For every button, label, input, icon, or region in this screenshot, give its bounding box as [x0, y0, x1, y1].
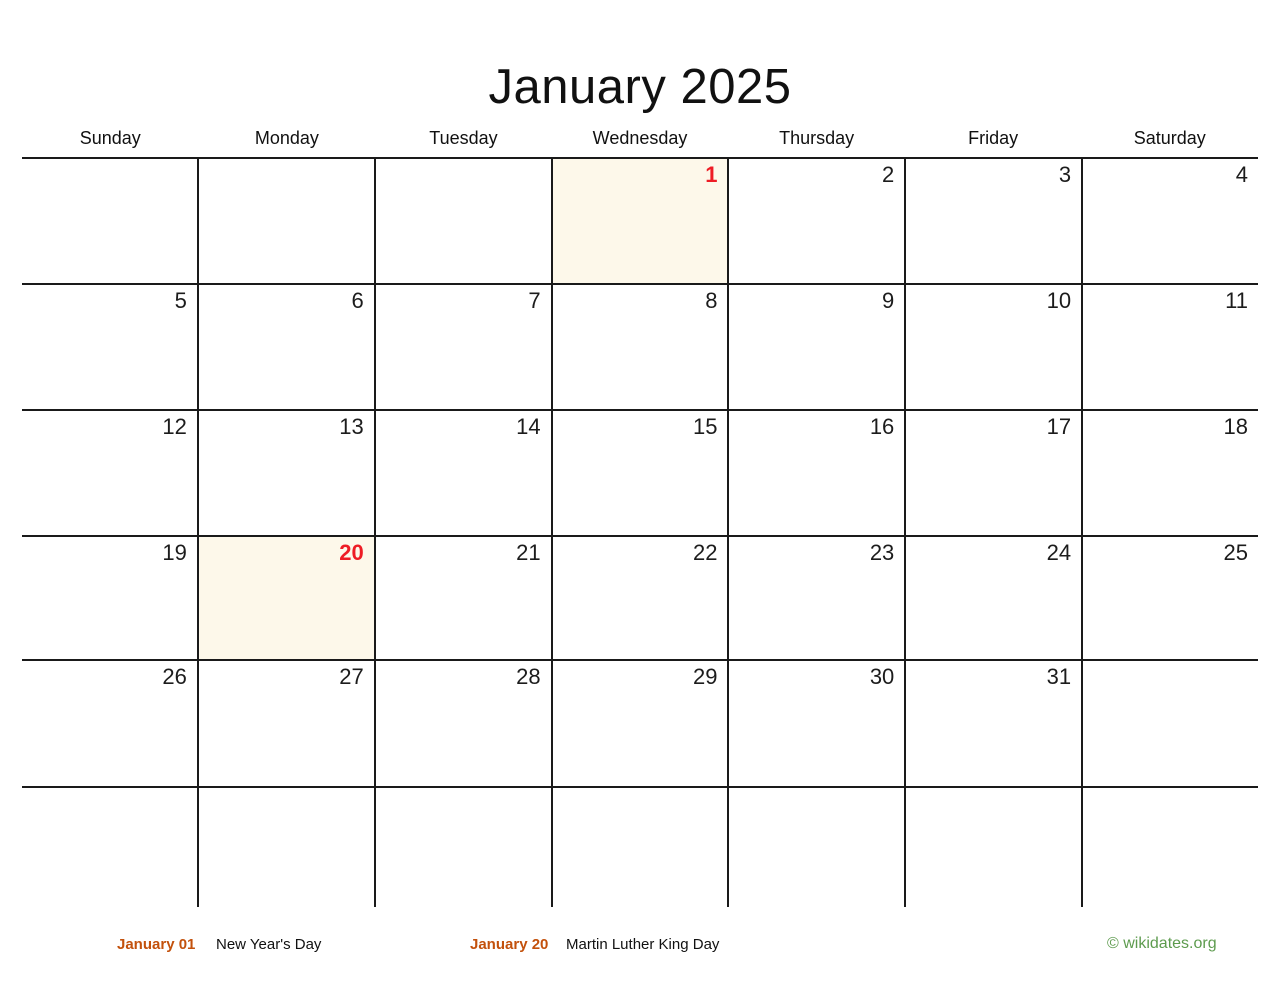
calendar-cell-day-25	[1081, 537, 1258, 659]
calendar-cell-empty	[197, 159, 374, 283]
day-number: 24	[1046, 540, 1072, 565]
calendar-week-row	[22, 659, 1258, 786]
calendar-cell-day-28	[374, 661, 551, 786]
calendar-cell-day-17	[904, 411, 1081, 535]
day-number: 22	[692, 540, 718, 565]
calendar-cell-day-30	[727, 661, 904, 786]
day-number: 12	[162, 414, 187, 439]
day-number: 5	[174, 288, 187, 313]
calendar-grid	[22, 157, 1258, 907]
calendar-cell-day-31	[904, 661, 1081, 786]
calendar-cell-day-18	[1081, 411, 1258, 535]
calendar-cell-empty	[727, 788, 904, 907]
weekday-label-friday: Friday	[968, 128, 1019, 148]
holiday-1-date-label: January 01	[117, 936, 196, 953]
calendar-cell-day-9	[727, 285, 904, 409]
calendar-cell-day-8	[551, 285, 728, 409]
calendar-cell-empty	[1081, 788, 1258, 907]
calendar-cell-day-3	[904, 159, 1081, 283]
day-number: 28	[516, 664, 541, 689]
calendar-cell-day-24	[904, 537, 1081, 659]
calendar-cell-day-22	[551, 537, 728, 659]
day-number: 9	[882, 288, 895, 313]
holiday-2-name: Martin Luther King Day	[566, 936, 720, 953]
calendar-cell-day-5	[22, 285, 197, 409]
copyright-link[interactable]: © wikidates.org	[1107, 935, 1217, 952]
calendar-cell-empty	[374, 159, 551, 283]
calendar-cell-empty	[22, 788, 197, 907]
day-number: 10	[1046, 288, 1072, 313]
day-number: 14	[516, 414, 541, 439]
calendar-cell-day-19	[22, 537, 197, 659]
calendar-week-row	[22, 409, 1258, 535]
holiday-1-name: New Year's Day	[216, 936, 322, 953]
day-number: 17	[1046, 414, 1072, 439]
day-number: 20	[339, 540, 364, 565]
day-number: 27	[339, 664, 364, 689]
day-number: 7	[528, 288, 541, 313]
calendar-cell-day-29	[551, 661, 728, 786]
calendar-week-row	[22, 535, 1258, 659]
weekday-label-sunday: Sunday	[79, 128, 141, 148]
calendar-cell-day-13	[197, 411, 374, 535]
day-number: 13	[339, 414, 364, 439]
day-number: 25	[1223, 540, 1249, 565]
calendar-cell-day-26	[22, 661, 197, 786]
calendar-cell-day-4	[1081, 159, 1258, 283]
page-title: January 2025	[488, 59, 792, 114]
day-number: 18	[1223, 414, 1249, 439]
day-number: 19	[162, 540, 187, 565]
calendar-cell-day-16	[727, 411, 904, 535]
weekday-label-tuesday: Tuesday	[429, 128, 498, 148]
calendar-cell-day-10	[904, 285, 1081, 409]
calendar-cell-day-2	[727, 159, 904, 283]
weekday-label-monday: Monday	[254, 128, 319, 148]
calendar-cell-empty	[1081, 661, 1258, 786]
day-number: 11	[1225, 288, 1249, 313]
calendar-cell-day-12	[22, 411, 197, 535]
day-number: 2	[882, 162, 895, 187]
weekday-label-saturday: Saturday	[1133, 128, 1206, 148]
day-number: 1	[705, 162, 718, 187]
day-number: 15	[692, 414, 718, 439]
day-number: 26	[162, 664, 187, 689]
calendar-cell-day-11	[1081, 285, 1258, 409]
calendar-cell-empty	[904, 788, 1081, 907]
calendar-cell-day-21	[374, 537, 551, 659]
calendar-cell-day-20	[197, 537, 374, 659]
calendar-week-row	[22, 283, 1258, 409]
day-number: 30	[869, 664, 895, 689]
calendar-cell-empty	[197, 788, 374, 907]
weekday-label-wednesday: Wednesday	[592, 128, 688, 148]
calendar-cell-day-7	[374, 285, 551, 409]
calendar-week-row	[22, 157, 1258, 283]
calendar-cell-empty	[551, 788, 728, 907]
day-number: 3	[1058, 162, 1072, 187]
day-number: 31	[1046, 664, 1072, 689]
day-number: 16	[869, 414, 895, 439]
day-number: 21	[516, 540, 541, 565]
weekday-header-row	[22, 128, 1258, 149]
day-number: 4	[1235, 162, 1249, 187]
calendar-cell-day-14	[374, 411, 551, 535]
day-number: 29	[692, 664, 718, 689]
weekday-label-thursday: Thursday	[779, 128, 855, 148]
calendar-cell-empty	[374, 788, 551, 907]
calendar-cell-day-27	[197, 661, 374, 786]
day-number: 23	[869, 540, 895, 565]
calendar-cell-empty	[22, 159, 197, 283]
calendar-cell-day-6	[197, 285, 374, 409]
day-number: 8	[705, 288, 718, 313]
calendar-cell-day-23	[727, 537, 904, 659]
calendar-cell-day-15	[551, 411, 728, 535]
holiday-2-date-label: January 20	[470, 936, 549, 953]
calendar-cell-day-1	[551, 159, 728, 283]
calendar-week-row	[22, 786, 1258, 907]
day-number: 6	[351, 288, 364, 313]
